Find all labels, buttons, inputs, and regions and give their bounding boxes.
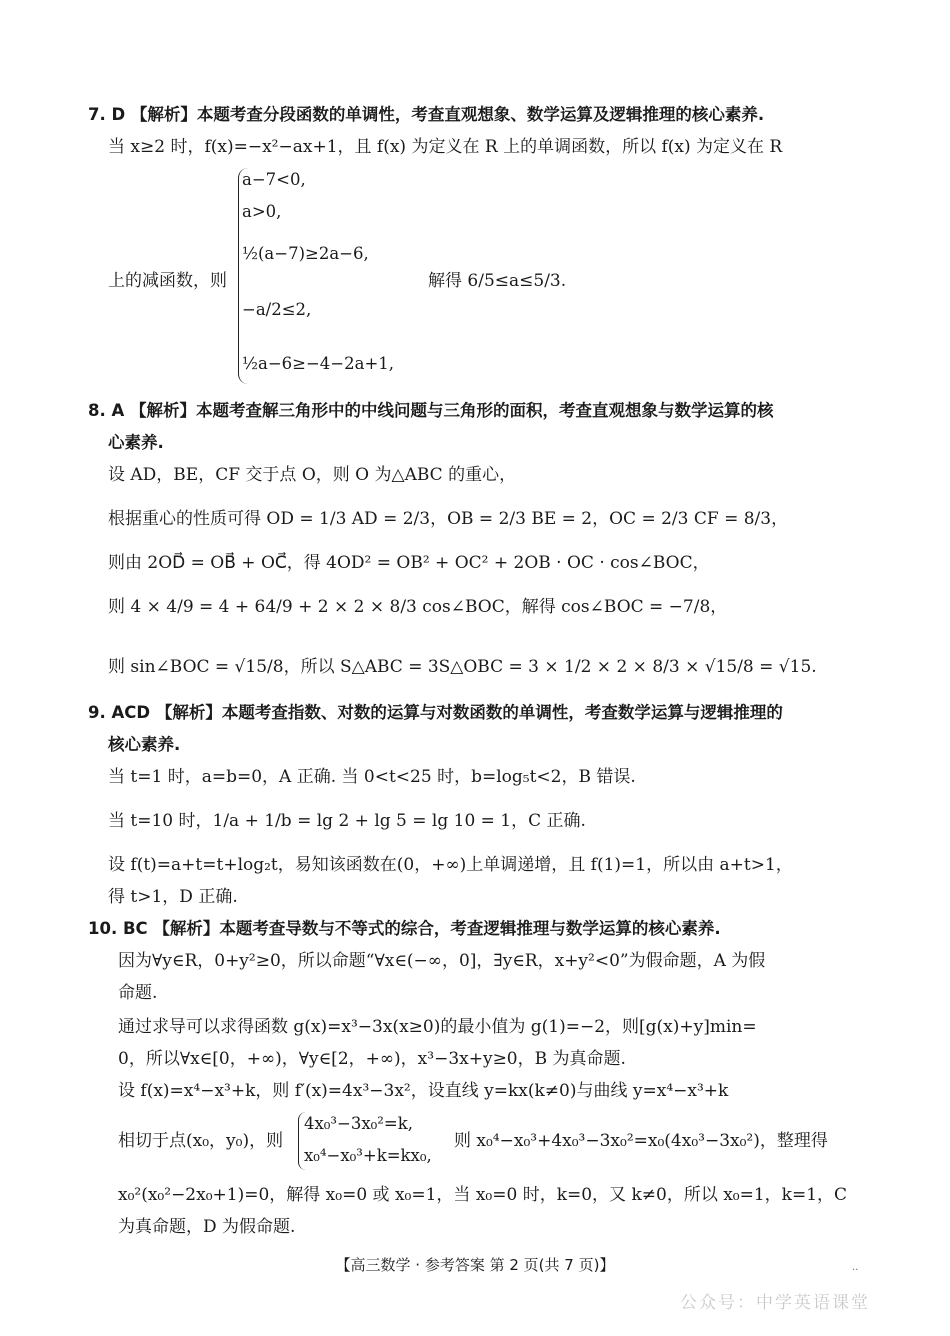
- q10-line: 通过求导可以求得函数 g(x)=x³−3x(x≥0)的最小值为 g(1)=−2，则[g(x)+y]min=: [118, 1017, 757, 1037]
- q9-line: 当 t=1 时，a=b=0，A 正确. 当 0<t<25 时，b=log₅t<2，B 错误.: [108, 767, 636, 787]
- q10-line: 0，所以∀x∈[0，+∞)，∀y∈[2，+∞)，x³−3x+y≥0，B 为真命题.: [118, 1049, 626, 1069]
- q7-line: 当 x≥2 时，f(x)=−x²−ax+1，且 f(x) 为定义在 R 上的单调函数，所以 f(x) 为定义在 R: [108, 137, 783, 157]
- q9-heading: 9. ACD 【解析】本题考查指数、对数的运算与对数函数的单调性，考查数学运算与逻辑推理的: [88, 703, 783, 722]
- q10-line: 设 f(x)=x⁴−x³+k，则 f′(x)=4x³−3x²，设直线 y=kx(k≠0)与曲线 y=x⁴−x³+k: [118, 1081, 729, 1101]
- q10-line: 则 x₀⁴−x₀³+4x₀³−3x₀²=x₀(4x₀³−3x₀²)，整理得: [454, 1131, 828, 1151]
- q7-label: 上的减函数，则: [108, 271, 227, 291]
- q8-line: 则由 2OD⃗ = OB⃗ + OC⃗，得 4OD² = OB² + OC² + 2OB · OC · cos∠BOC，: [108, 553, 710, 573]
- page-footer: 【高三数学 · 参考答案 第 2 页(共 7 页)】: [335, 1256, 615, 1274]
- corner-mark: ..: [852, 1262, 859, 1273]
- q7-system-brace: [238, 168, 439, 384]
- q9-line: 当 t=10 时，1/a + 1/b = lg 2 + lg 5 = lg 10 = 1，C 正确.: [108, 811, 586, 831]
- q10-line: x₀²(x₀²−2x₀+1)=0，解得 x₀=0 或 x₀=1，当 x₀=0 时，k=0，又 k≠0，所以 x₀=1，k=1，C: [118, 1185, 848, 1205]
- q8-heading: 8. A 【解析】本题考查解三角形中的中线问题与三角形的面积，考查直观想象与数学运算的核: [88, 401, 774, 420]
- q9-line: 设 f(t)=a+t=t+log₂t，易知该函数在(0，+∞)上单调递增，且 f(1)=1，所以由 a+t>1，: [108, 855, 793, 875]
- q8-line: 则 4 × 4/9 = 4 + 64/9 + 2 × 2 × 8/3 cos∠BOC，解得 cos∠BOC = −7/8，: [108, 597, 728, 617]
- q8-line: 则 sin∠BOC = √15/8，所以 S△ABC = 3S△OBC = 3 × 1/2 × 2 × 8/3 × √15/8 = √15.: [108, 657, 817, 677]
- q10-heading: 10. BC 【解析】本题考查导数与不等式的综合，考查逻辑推理与数学运算的核心素养.: [88, 919, 721, 938]
- q10-system-row: 4x₀³−3x₀²=k,: [304, 1114, 413, 1133]
- q7-heading: 7. D 【解析】本题考查分段函数的单调性，考查直观想象、数学运算及逻辑推理的核心素养.: [88, 105, 765, 124]
- q9-heading-cont: 核心素养.: [108, 735, 181, 754]
- q10-system-row: x₀⁴−x₀³+k=kx₀,: [304, 1146, 432, 1165]
- q10-line: 命题.: [118, 983, 158, 1003]
- q9-line: 得 t>1，D 正确.: [108, 887, 238, 907]
- q7-system-row: ½(a−7)≥2a−6,: [242, 244, 369, 263]
- q10-line: 相切于点(x₀，y₀)，则: [118, 1131, 284, 1151]
- q8-heading-cont: 心素养.: [108, 433, 164, 452]
- q7-system-row: ½a−6≥−4−2a+1,: [242, 354, 395, 373]
- q7-system-row: −a/2≤2,: [242, 300, 312, 319]
- q10-line: 因为∀y∈R，0+y²≥0，所以命题“∀x∈(−∞，0]，∃y∈R，x+y²<0”为假命题，A 为假: [118, 951, 766, 971]
- q8-line: 根据重心的性质可得 OD = 1/3 AD = 2/3，OB = 2/3 BE = 2，OC = 2/3 CF = 8/3，: [108, 509, 789, 529]
- q10-line: 为真命题，D 为假命题.: [118, 1217, 296, 1237]
- q7-solution: 解得 6/5≤a≤5/3.: [428, 271, 567, 291]
- q7-system-row: a>0,: [242, 202, 282, 221]
- watermark: 公众号：中学英语课堂: [680, 1293, 870, 1313]
- q8-line: 设 AD，BE，CF 交于点 O，则 O 为△ABC 的重心，: [108, 465, 517, 485]
- q7-system-row: a−7<0,: [242, 170, 306, 189]
